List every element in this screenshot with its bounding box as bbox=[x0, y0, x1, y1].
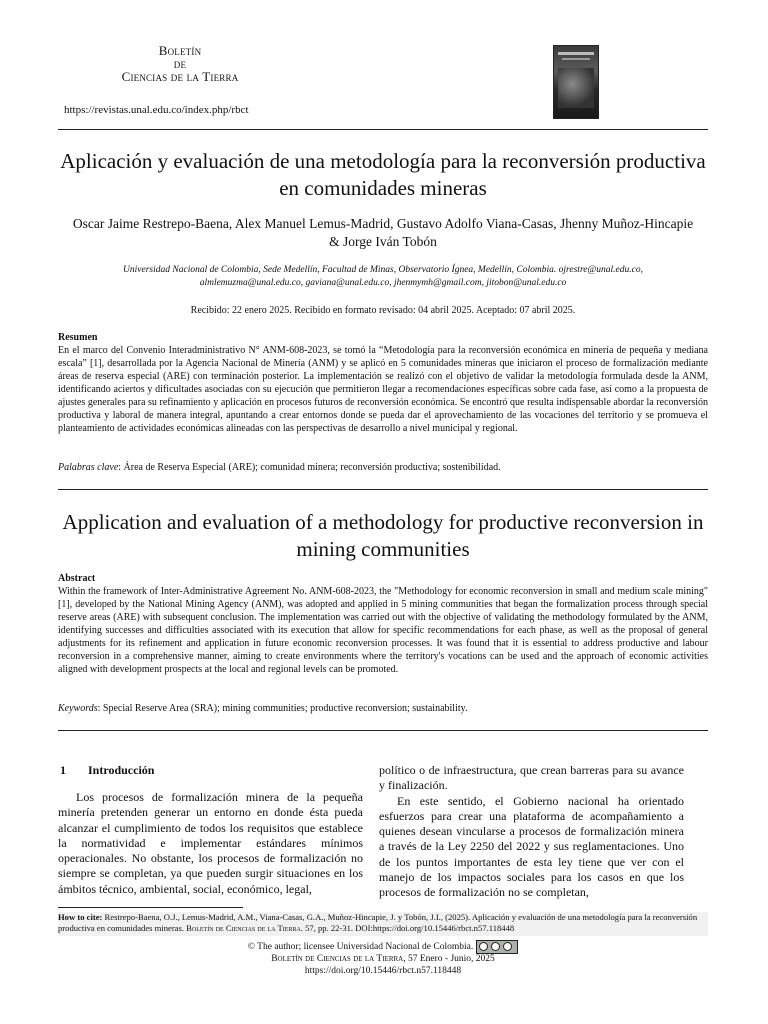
journal-issue-tail: , 57 Enero - Junio, 2025 bbox=[403, 954, 495, 964]
journal-issue-name: Boletín de Ciencias de la Tierra bbox=[271, 954, 404, 964]
affiliation bbox=[80, 264, 686, 290]
abstract-heading: Abstract bbox=[58, 573, 96, 584]
right-paragraph-1: político o de infraestructura, que crean barreras para su avance y finalización. bbox=[379, 763, 684, 793]
section-heading-introduccion bbox=[60, 763, 154, 778]
author-list: Oscar Jaime Restrepo-Baena, Alex Manuel Lemus-Madrid, Gustavo Adolfo Viana-Casas, Jhenny Muñoz-Hincapie & Jorge Iván Tobón bbox=[72, 216, 694, 249]
palabras-clave bbox=[58, 461, 708, 474]
article-title-en: Application and evaluation of a methodology for productive reconversion in mining communities bbox=[62, 510, 704, 561]
affiliation-line2: almlemuzma@unal.edu.co, gaviana@unal.edu.co, jhenmymh@gmail.com, jitobon@unal.edu.co bbox=[199, 278, 567, 288]
journal-url-link[interactable]: https://revistas.unal.edu.co/index.php/rbct bbox=[64, 104, 249, 116]
cover-title-bar bbox=[558, 52, 594, 55]
affiliation-line1: Universidad Nacional de Colombia, Sede Medellín, Facultad de Minas, Observatorio Ígnea, Medellín, Colombia. ojrestre@unal.edu.co, bbox=[123, 265, 643, 275]
license-line bbox=[58, 940, 708, 954]
how-to-cite-journal: Boletín de Ciencias de la Tierra bbox=[186, 923, 301, 933]
right-paragraph-2: En este sentido, el Gobierno nacional ha orientado esfuerzos para crear una plataforma de acompañamiento a quienes desean vincularse a procesos de formalización minera a través de la Ley 2250 del 2022 y sus reglamentaciones. Uno de los puntos importantes de esta ley tiene que ver con el manejo de los impactos sociales para los casos en que los procesos de formalización no se completan, bbox=[379, 793, 684, 900]
journal-cover-image bbox=[553, 45, 599, 119]
how-to-cite-text: Restrepo-Baena, O.J., Lemus-Madrid, A.M., Viana-Casas, G.A., Muñoz-Hincapie, J. y Tobón, J.I., (2025). Aplicación y evaluación de una metodología para la reconversión productiva en comunidades mineras. bbox=[58, 912, 698, 933]
abstract-text: Within the framework of Inter-Administrative Agreement No. ANM-608-2023, the "Methodology for economic reconversion in small and medium scale mining" [1], developed by the National Mining Agency (ANM), was adopted and applied in 5 mining communities that began the formalization process through special reserve areas (ARE) with subsequent conclusion. The implementation was carried out with the objective of validating the methodology formulated by the ANM, identifying successes and difficulties associated with its execution that allow for specific recommendations for each phase, as well as the proposal of general adjustments for its refinement and application in future economic reconversion processes. It was found that it is essential to address productive and labour reconversion in a comprehensive manner, aiming to create environments where the territory's vocations can be used and the approach of economic activities aligned with development prospects at the local and regional levels can be promoted. bbox=[58, 586, 708, 675]
journal-name-line1: Boletín bbox=[158, 43, 202, 58]
palabras-clave-label: Palabras clave bbox=[58, 462, 119, 473]
left-column bbox=[58, 790, 363, 897]
cover-photo bbox=[558, 68, 594, 108]
right-column bbox=[379, 763, 684, 901]
left-paragraph-1: Los procesos de formalización minera de la pequeña minería pretenden generar un entorno en donde ésta pueda alcanzar el cumplimiento de todos los requisitos que establece la normatividad e implementar estándares mínimos operacionales. No obstante, los procesos de formalización no siempre se completan, ya que pueden surgir situaciones en los ámbitos técnico, ambiental, social, económico, legal, bbox=[58, 790, 363, 896]
journal-name-line3: Ciencias de la Tierra bbox=[121, 69, 239, 84]
cc-circle-icon bbox=[479, 942, 488, 951]
keywords-text: : Special Reserve Area (SRA); mining communities; productive reconversion; sustainability. bbox=[97, 703, 468, 714]
cc-by-icon bbox=[491, 942, 500, 951]
keywords-label: Keywords bbox=[58, 703, 98, 714]
section-title: Introducción bbox=[88, 763, 155, 777]
license-text: © The author; licensee Universidad Nacional de Colombia. bbox=[247, 942, 474, 953]
body-divider bbox=[58, 730, 708, 731]
article-title-es: Aplicación y evaluación de una metodología para la reconversión productiva en comunidades mineras bbox=[60, 149, 706, 200]
received-dates: Recibido: 22 enero 2025. Recibido en formato revisado: 04 abril 2025. Aceptado: 07 abril 2025. bbox=[190, 305, 576, 316]
journal-name bbox=[100, 44, 260, 83]
how-to-cite-label: How to cite: bbox=[58, 912, 103, 922]
how-to-cite-doi[interactable]: . 57, pp. 22-31. DOI:https://doi.org/10.15446/rbct.n57.118448 bbox=[300, 923, 515, 933]
creative-commons-icon[interactable] bbox=[476, 940, 518, 954]
cover-subtitle-bar bbox=[562, 58, 590, 60]
footnote-divider bbox=[58, 907, 243, 908]
keywords bbox=[58, 702, 708, 715]
footer-doi-link[interactable]: https://doi.org/10.15446/rbct.n57.118448 bbox=[304, 966, 462, 976]
resumen-heading: Resumen bbox=[58, 332, 98, 343]
journal-name-line2: de bbox=[173, 56, 187, 71]
section-divider bbox=[58, 489, 708, 490]
header-divider bbox=[58, 129, 708, 130]
how-to-cite bbox=[58, 912, 708, 934]
resumen-text: En el marco del Convenio Interadministrativo N° ANM-608-2023, se tomó la “Metodología para la reconversión económica en minería de pequeña y mediana escala” [1], desarrollada por la Agencia Nacional de Minería (ANM) y se aplicó en 5 comunidades mineras que iniciaron el proceso de formalización mediante áreas de reserva especial (ARE) con terminación posterior. La implementación se realizó con el objetivo de validar la metodología formulada desde la ANM, identificando aciertos y dificultades asociadas con su ejecución que permitieron llegar a recomendaciones específicas sobre cada fase, así como a la propuesta de ajustes generales para su refinamiento y aplicación en procesos futuros de reconversión económica. Se encontró que resulta indispensable abordar la reconversión productiva y laboral de manera integral, apuntando a crear entornos donde se pueda dar el aprovechamiento de las vocaciones del territorio y se promueva el planteamiento de actividades económicas alineadas con las perspectivas de desarrollo a nivel municipal y regional. bbox=[58, 345, 708, 434]
cc-nc-icon bbox=[503, 942, 512, 951]
section-number: 1 bbox=[60, 763, 66, 777]
journal-issue bbox=[58, 954, 708, 964]
palabras-clave-text: : Área de Reserva Especial (ARE); comunidad minera; reconversión productiva; sostenibilidad. bbox=[118, 462, 501, 473]
